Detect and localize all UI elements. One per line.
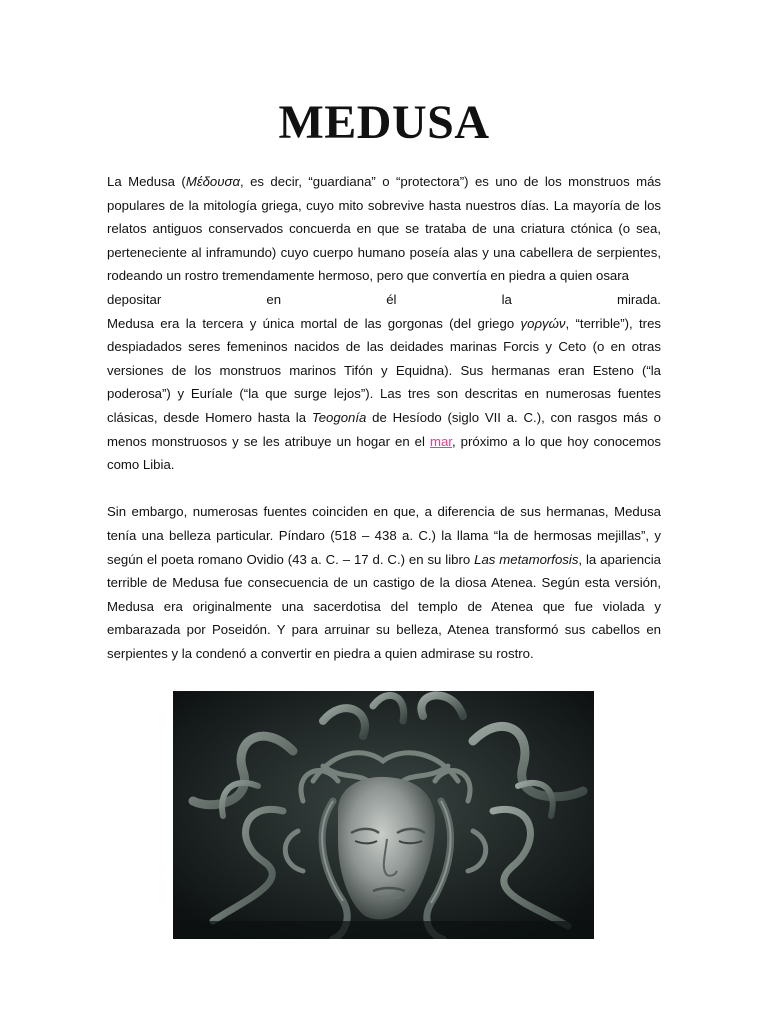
p2-text-d: , próximo a lo que hoy conocemos como Libia. xyxy=(107,433,662,473)
paragraph-3 xyxy=(107,500,661,665)
p2-text-c: de Hesíodo (siglo VII a. C.), con rasgos más o menos monstruosos y se les atribuye un hogar en el xyxy=(107,409,661,449)
p2-text-b: , “terrible”), tres despiadados seres femeninos nacidos de las deidades marinas Forcis y Ceto (o en otras versiones de los monstruos marinos Tifón y Equidna). Sus hermanas eran Esteno (“la poderosa”) y Euríale (“la que surge lejos”). Las tres son descritas en numerosas fuentes clásicas, desde Homero hasta la xyxy=(107,315,661,425)
p1-last-word: en xyxy=(266,291,282,307)
page-title: MEDUSA xyxy=(278,96,490,149)
paragraph-2 xyxy=(107,312,661,477)
p1-last-word: depositar xyxy=(107,291,162,307)
medusa-head-image xyxy=(173,691,594,939)
work-title-teogonia: Teogonía xyxy=(311,409,367,425)
work-title-metamorfosis: Las metamorfosis xyxy=(474,551,579,567)
mar-link[interactable]: mar xyxy=(429,433,452,449)
p3-text-b: , la apariencia terrible de Medusa fue consecuencia de un castigo de la diosa Atenea. Según esta versión, Medusa era originalmente una sacerdotisa del templo de Atenea que fue violada y embarazada por Poseidón. Y para arruinar su belleza, Atenea transformó sus cabellos en serpientes y la condenó a convertir en piedra a quien admirase su rostro. xyxy=(107,551,661,661)
p1-last-word: él xyxy=(386,291,397,307)
medusa-illustration xyxy=(173,691,594,939)
p1-text-a: La Medusa ( xyxy=(107,174,186,189)
p1-last-word: mirada. xyxy=(616,291,661,307)
p1-text-b: , es decir, “guardiana” o “protectora”) es uno de los monstruos más populares de la mitología griega, cuyo mito sobrevive hasta nuestros días. La mayoría de los relatos antiguos conservados concuerda en que se trataba de una criatura ctónica (o sea, perteneciente al inframundo) cuyo cuerpo humano poseía alas y una cabellera de serpientes, rodeando un rostro tremendamente hermoso, pero que convertía en piedra a quien osara xyxy=(107,174,661,284)
p2-text-a: Medusa era la tercera y única mortal de las gorgonas (del griego xyxy=(107,315,521,331)
greek-term-medousa: Μέδουσα xyxy=(185,174,240,189)
p1-last-word: la xyxy=(501,291,512,307)
paragraph-1-last-line xyxy=(107,288,661,312)
article-body xyxy=(107,170,661,665)
greek-term-gorgon: γοργών xyxy=(520,315,566,331)
paragraph-1 xyxy=(107,170,661,288)
p3-text-a: Sin embargo, numerosas fuentes coinciden en que, a diferencia de sus hermanas, Medusa tenía una belleza particular. Píndaro (518 – 438 a. C.) la llama “la de hermosas mejillas”, y según el poeta romano Ovidio (43 a. C. – 17 d. C.) en su libro xyxy=(107,504,661,567)
